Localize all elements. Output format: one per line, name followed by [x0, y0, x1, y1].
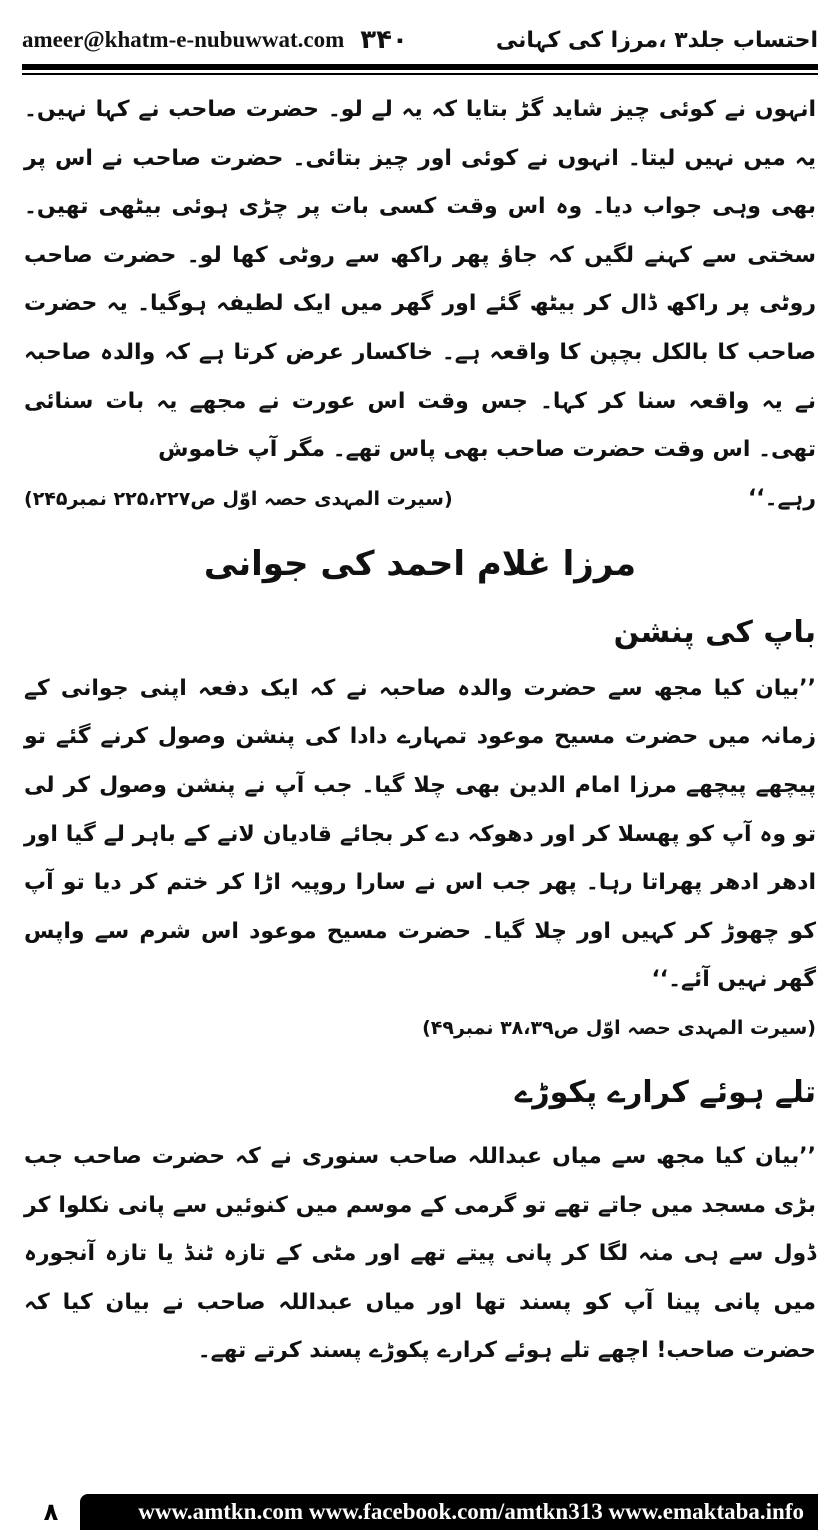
footer-page-number: ۸ — [43, 1498, 59, 1526]
section-heading-pakoras: تلے ہوئے کرارے پکوڑے — [514, 1074, 816, 1110]
citation-1: (سیرت المہدی حصہ اوّل ص۲۲۵،۲۲۷ نمبر۲۴۵) — [24, 487, 453, 510]
header-rule-thin — [22, 73, 818, 75]
header-email[interactable]: ameer@khatm-e-nubuwwat.com — [22, 27, 345, 52]
footer-links[interactable]: www.amtkn.com www.facebook.com/amtkn313 www.emaktaba.info — [80, 1494, 818, 1530]
page-footer — [22, 1494, 818, 1530]
section-heading-pension: باپ کی پنشن — [613, 614, 816, 650]
citation-line-1 — [24, 475, 816, 523]
page-header — [22, 20, 818, 60]
header-left — [22, 25, 408, 55]
section-text-pension: ’’بیان کیا مجھ سے حضرت والدہ صاحبہ نے کہ ایک دفعہ اپنی جوانی کے زمانہ میں حضرت مسیح موعود تمہارے دادا کی پنشن وصول کرنے گئے تو پیچھے پیچھے مرزا امام الدین بھی چلا گیا۔ جب آپ نے پنشن وصول کر لی تو وہ آپ کو پھسلا کر اور دھوکہ دے کر بجائے قادیان لانے کے باہر لے گیا اور ادھر ادھر پھراتا رہا۔ پھر جب اس نے سارا روپیہ اڑا کر ختم کر دیا تو آپ کو چھوڑ کر کہیں اور چلا گیا۔ حضرت مسیح موعود اس شرم سے واپس گھر نہیں آئے۔‘‘ — [24, 675, 816, 993]
page-content — [24, 86, 816, 1376]
citation-2: (سیرت المہدی حصہ اوّل ص۳۸،۳۹ نمبر۴۹) — [422, 1016, 816, 1039]
section-text-pakoras: ’’بیان کیا مجھ سے میاں عبداللہ صاحب سنوری نے کہ حضرت صاحب جب بڑی مسجد میں جاتے تھے تو گرمی کے موسم میں کنوئیں سے پانی نکلوا کر ڈول سے ہی منہ لگا کر پانی پیتے تھے اور مٹی کے تازہ ٹنڈ یا تازہ آنجورہ میں پانی پینا آپ کو پسند تھا اور میاں عبداللہ صاحب نے بیان کیا کہ حضرت صاحب! اچھے تلے ہوئے کرارے پکوڑے پسند کرتے تھے۔ — [24, 1143, 816, 1364]
running-head: احتساب جلد۳ ،مرزا کی کہانی — [495, 27, 818, 53]
chapter-title: مرزا غلام احمد کی جوانی — [203, 543, 637, 584]
header-rule-thick — [22, 64, 818, 70]
paragraph-1-end: رہے۔‘‘ — [747, 485, 816, 511]
spacer — [24, 1125, 816, 1133]
paragraph-1: انہوں نے کوئی چیز شاید گڑ بتایا کہ یہ لے لو۔ حضرت صاحب نے کہا نہیں۔ یہ میں نہیں لیتا۔ انہوں نے کوئی اور چیز بتائی۔ حضرت صاحب نے اس پر بھی وہی جواب دیا۔ وہ اس وقت کسی بات پر چڑی ہوئی بیٹھی تھیں۔ سختی سے کہنے لگیں کہ جاؤ پھر راکھ سے روٹی کھا لو۔ حضرت صاحب روٹی پر راکھ ڈال کر بیٹھ گئے اور گھر میں ایک لطیفہ ہوگیا۔ یہ حضرت صاحب کا بالکل بچپن کا واقعہ ہے۔ خاکسار عرض کرتا ہے کہ والدہ صاحبہ نے یہ واقعہ سنا کر کہا۔ جس وقت اس عورت نے مجھے یہ بات سنائی تھی۔ اس وقت حضرت صاحب بھی پاس تھے۔ مگر آپ خاموش — [24, 97, 816, 463]
header-page-number: ۳۴۰ — [360, 25, 408, 55]
